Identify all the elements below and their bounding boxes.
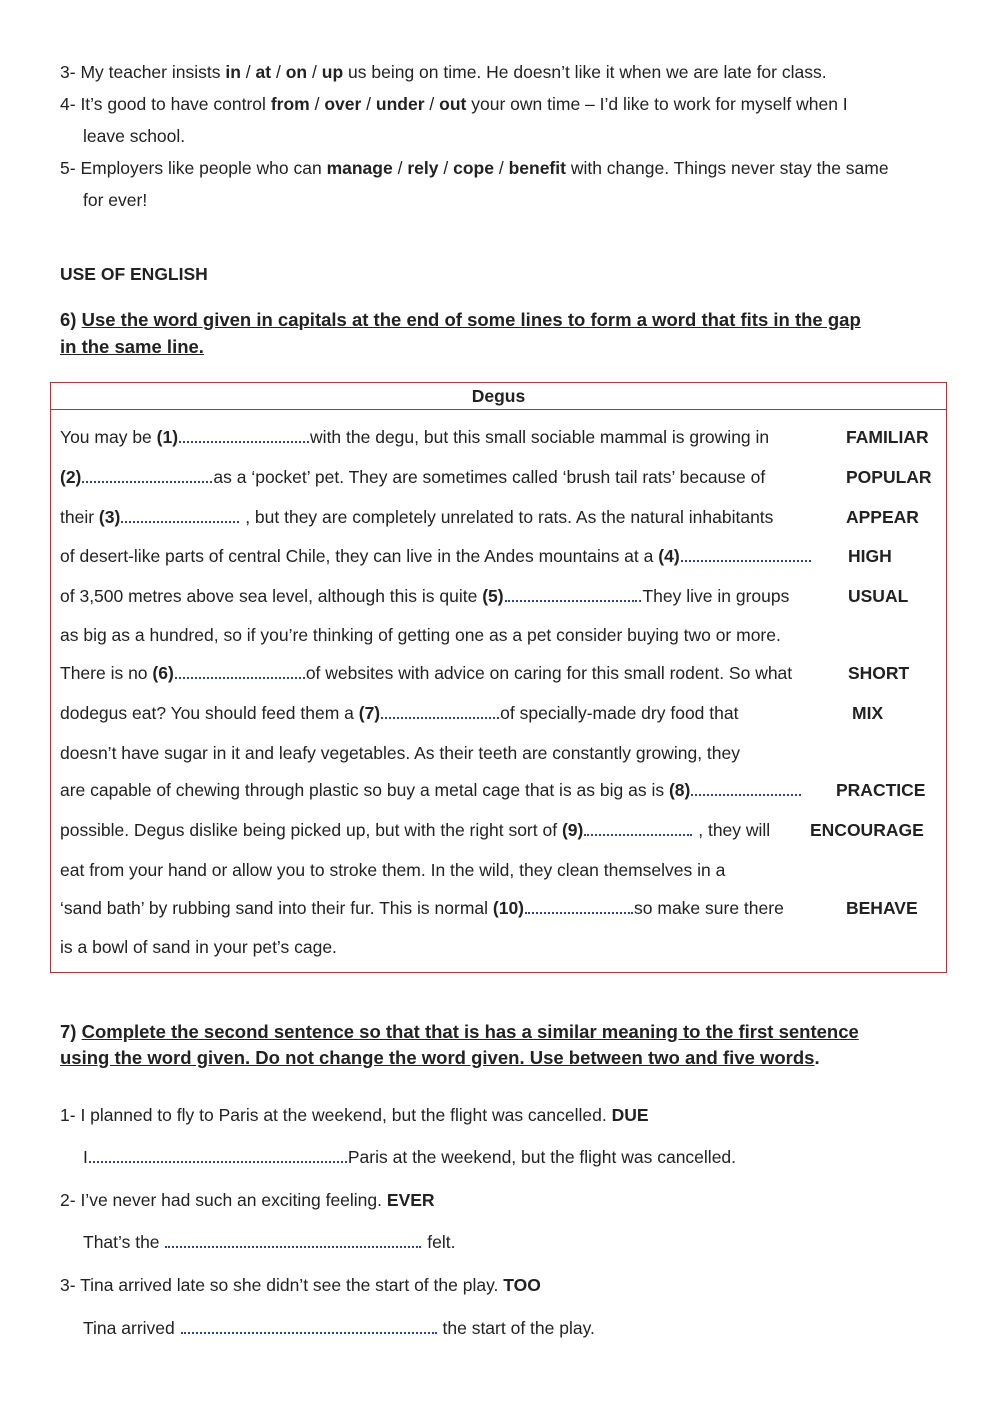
text-line: eat from your hand or allow you to stroke them. In the wild, they clean themselves in a xyxy=(60,860,726,880)
question-5-cont: for ever! xyxy=(83,190,148,210)
keyword: PRACTICE xyxy=(836,780,926,800)
option[interactable]: on xyxy=(285,62,308,82)
keyword: ENCOURAGE xyxy=(810,820,924,840)
task7-instruction-line2: using the word given. Do not change the word given. Use between two and five words. xyxy=(60,1047,820,1068)
section-heading: USE OF ENGLISH xyxy=(60,264,208,284)
answer-gap-t1[interactable] xyxy=(89,1149,347,1163)
keyword: MIX xyxy=(852,703,884,723)
keyword: FAMILIAR xyxy=(846,427,929,447)
keyword: APPEAR xyxy=(846,507,919,527)
answer-gap-7[interactable] xyxy=(381,705,499,719)
keyword: HIGH xyxy=(848,546,892,566)
task7-instruction-line1: 7) Complete the second sentence so that that is has a similar meaning to the first sentence xyxy=(60,1021,859,1042)
answer-gap-1[interactable] xyxy=(179,429,309,443)
transform-item-3: 3- Tina arrived late so she didn’t see the start of the play. TOO xyxy=(60,1275,541,1295)
keyword: SHORT xyxy=(848,663,910,683)
answer-gap-10[interactable] xyxy=(525,900,633,914)
option[interactable]: manage xyxy=(326,158,393,178)
transform-answer-1: I Paris at the weekend, but the flight was cancelled. xyxy=(83,1147,737,1167)
text-line: You may be (1) with the degu, but this small sociable mammal is growing in xyxy=(60,427,770,447)
option[interactable]: from xyxy=(270,94,310,114)
answer-gap-9[interactable] xyxy=(584,822,692,836)
text-line: (2) as a ‘pocket’ pet. They are sometimes called ‘brush tail rats’ because of xyxy=(60,467,766,487)
text-line: their (3) , but they are completely unrelated to rats. As the natural inhabitants xyxy=(60,507,774,527)
transform-item-1: 1- I planned to fly to Paris at the weekend, but the flight was cancelled. DUE xyxy=(60,1105,649,1125)
option[interactable]: cope xyxy=(453,158,494,178)
keyword: POPULAR xyxy=(846,467,932,487)
option[interactable]: over xyxy=(324,94,362,114)
question-3: 3- My teacher insists in / at / on / up us being on time. He doesn’t like it when we are late for class. xyxy=(60,62,827,82)
answer-gap-8[interactable] xyxy=(691,782,801,796)
text-line: of desert-like parts of central Chile, they can live in the Andes mountains at a (4) xyxy=(60,546,812,567)
option[interactable]: out xyxy=(439,94,467,114)
answer-gap-t2[interactable] xyxy=(165,1234,421,1248)
option[interactable]: at xyxy=(255,62,272,82)
text-line: doesn’t have sugar in it and leafy vegetables. As their teeth are constantly growing, they xyxy=(60,743,740,763)
keyword: BEHAVE xyxy=(846,898,918,918)
answer-gap-3[interactable] xyxy=(121,509,239,523)
question-4: 4- It’s good to have control from / over / under / out your own time – I’d like to work for myself when I xyxy=(60,94,848,114)
answer-gap-2[interactable] xyxy=(82,469,212,483)
text-line: as big as a hundred, so if you’re thinking of getting one as a pet consider buying two or more. xyxy=(60,625,781,645)
answer-gap-t3[interactable] xyxy=(181,1320,437,1334)
answer-gap-6[interactable] xyxy=(175,665,305,679)
option[interactable]: under xyxy=(375,94,425,114)
question-4-cont: leave school. xyxy=(83,126,186,146)
task6-instruction-line1: 6) Use the word given in capitals at the end of some lines to form a word that fits in the gap xyxy=(60,309,861,330)
answer-gap-5[interactable] xyxy=(505,588,637,602)
text-line: possible. Degus dislike being picked up, but with the right sort of (9) , they will xyxy=(60,820,771,840)
box-title: Degus xyxy=(51,383,946,410)
transform-answer-3: Tina arrived the start of the play. xyxy=(83,1318,595,1338)
text-line: is a bowl of sand in your pet’s cage. xyxy=(60,937,337,957)
text-line: There is no (6) of websites with advice on caring for this small rodent. So what xyxy=(60,663,793,683)
keyword: USUAL xyxy=(848,586,909,606)
option[interactable]: benefit xyxy=(508,158,566,178)
task6-instruction-line2: in the same line. xyxy=(60,336,204,357)
option[interactable]: in xyxy=(225,62,241,82)
option[interactable]: up xyxy=(321,62,344,82)
transform-answer-2: That’s the felt. xyxy=(83,1232,456,1252)
transform-item-2: 2- I’ve never had such an exciting feeling. EVER xyxy=(60,1190,435,1210)
question-5: 5- Employers like people who can manage / rely / cope / benefit with change. Things never stay the same xyxy=(60,158,889,178)
text-line: of 3,500 metres above sea level, although this is quite (5) .They live in groups xyxy=(60,586,790,606)
text-line: dodegus eat? You should feed them a (7) of specially-made dry food that xyxy=(60,703,739,723)
option[interactable]: rely xyxy=(407,158,439,178)
text-line: are capable of chewing through plastic so buy a metal cage that is as big as is (8) xyxy=(60,780,802,801)
text-line: ‘sand bath’ by rubbing sand into their fur. This is normal (10) so make sure there xyxy=(60,898,784,918)
answer-gap-4[interactable] xyxy=(681,548,811,562)
